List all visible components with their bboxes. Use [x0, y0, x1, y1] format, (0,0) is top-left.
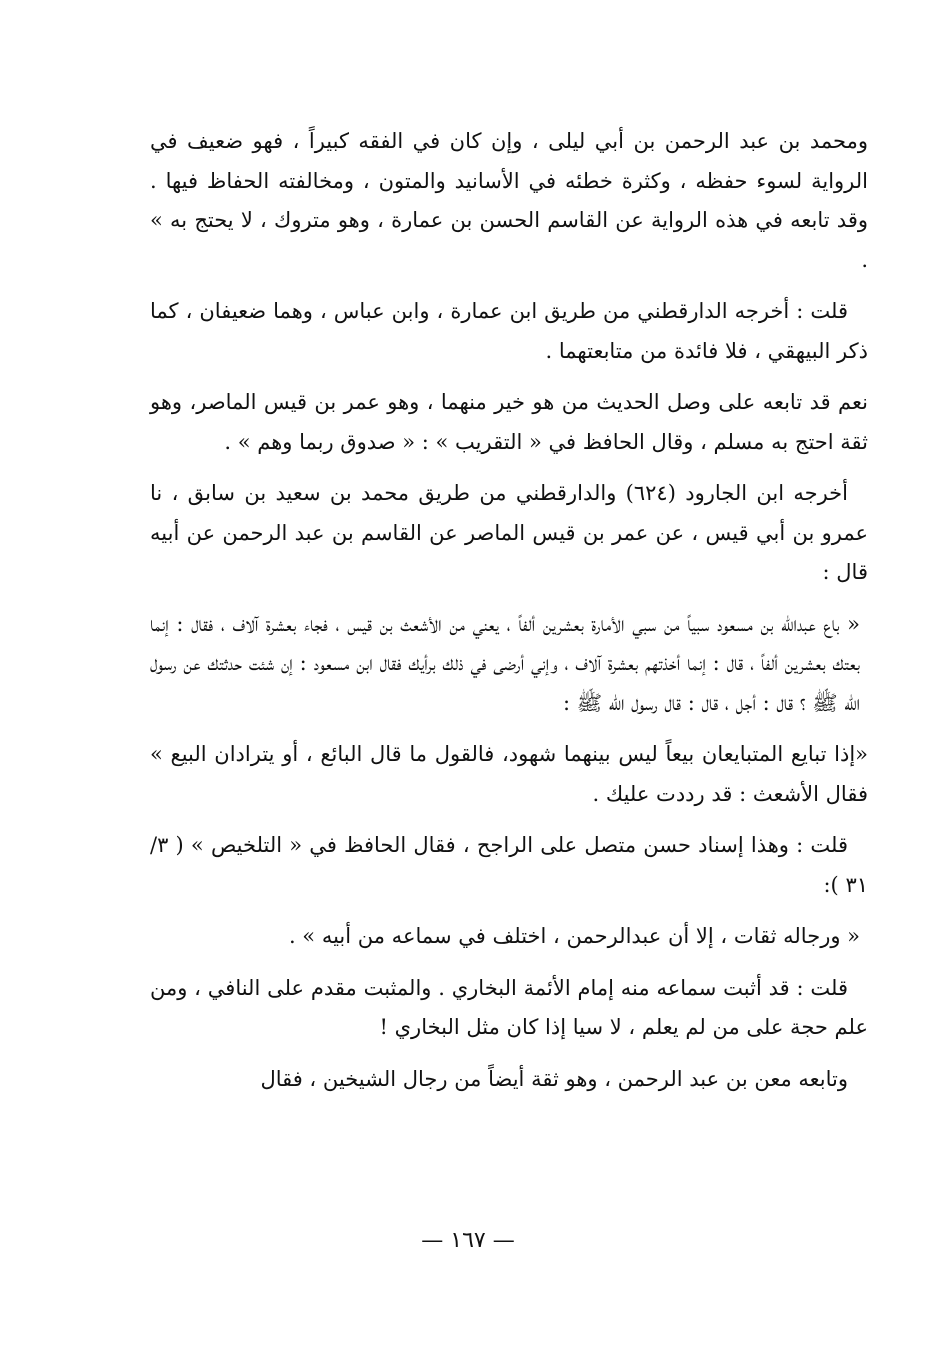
- paragraph-2: قلت : أخرجه الدارقطني من طريق ابن عمارة ، وابن عباس ، وهما ضعيفان ، كما ذكر البيهقي ، فلا فائدة من متابعتهما .: [150, 299, 868, 363]
- paragraph-4: أخرجه ابن الجارود (٦٢٤) والدارقطني من طريق محمد بن سعيد بن سابق ، نا عمرو بن أبي قيس ، عن عمر بن قيس الماصر عن القاسم بن عبد الرحمن عن أبيه قال :: [150, 481, 868, 584]
- page-number: — ١٦٧ —: [421, 1228, 515, 1253]
- paragraph-6-quote: «إذا تبايع المتبايعان بيعاً ليس بينهما شهود، فالقول ما قال البائع ، أو يترادان البيع » فقال الأشعث : قد رددت عليك .: [150, 742, 868, 806]
- paragraph-5-quote: « باع عبدالله بن مسعود سبياً من سبي الأمارة بعشرين ألفاً ، يعني من الأشعث بن قيس ، فجاء بعشرة آلاف ، فقال : إنما بعتك بعشرين ألفاً ، قال : إنما أخذتهم بعشرة آلاف ، وإني أرضى في ذلك برأيك فقال ابن مسعود : إن شئت حدثتك عن رسول الله ﷺ ؟ قال : أجل ، قال : قال رسول الله ﷺ :: [150, 611, 860, 715]
- paragraph-1: ومحمد بن عبد الرحمن بن أبي ليلى ، وإن كان في الفقه كبيراً ، فهو ضعيف في الرواية لسوء حفظه ، وكثرة خطئه في الأسانيد والمتون ، ومخالفته الحفاظ فيها . وقد تابعه في هذه الرواية عن القاسم الحسن بن عمارة ، وهو متروك ، لا يحتج به » .: [150, 129, 868, 272]
- paragraph-8-quote: « ورجاله ثقات ، إلا أن عبدالرحمن ، اختلف في سماعه من أبيه » .: [288, 924, 860, 948]
- paragraph-9: قلت : قد أثبت سماعه منه إمام الأئمة البخاري . والمثبت مقدم على النافي ، ومن علم حجة على من لم يعلم ، لا سيا إذا كان مثل البخاري !: [150, 975, 868, 1039]
- paragraph-3: نعم قد تابعه على وصل الحديث من هو خير منهما ، وهو عمر بن قيس الماصر، وهو ثقة احتج به مسلم ، وقال الحافظ في « التقريب » : « صدوق ربما وهم » .: [150, 390, 868, 454]
- paragraph-10: وتابعه معن بن عبد الرحمن ، وهو ثقة أيضاً من رجال الشيخين ، فقال: [260, 1066, 848, 1091]
- paragraph-7: قلت : وهذا إسناد حسن متصل على الراجح ، فقال الحافظ في « التلخيص » ( ٣/ ٣١ ):: [150, 833, 868, 897]
- page-body: [150, 122, 868, 1111]
